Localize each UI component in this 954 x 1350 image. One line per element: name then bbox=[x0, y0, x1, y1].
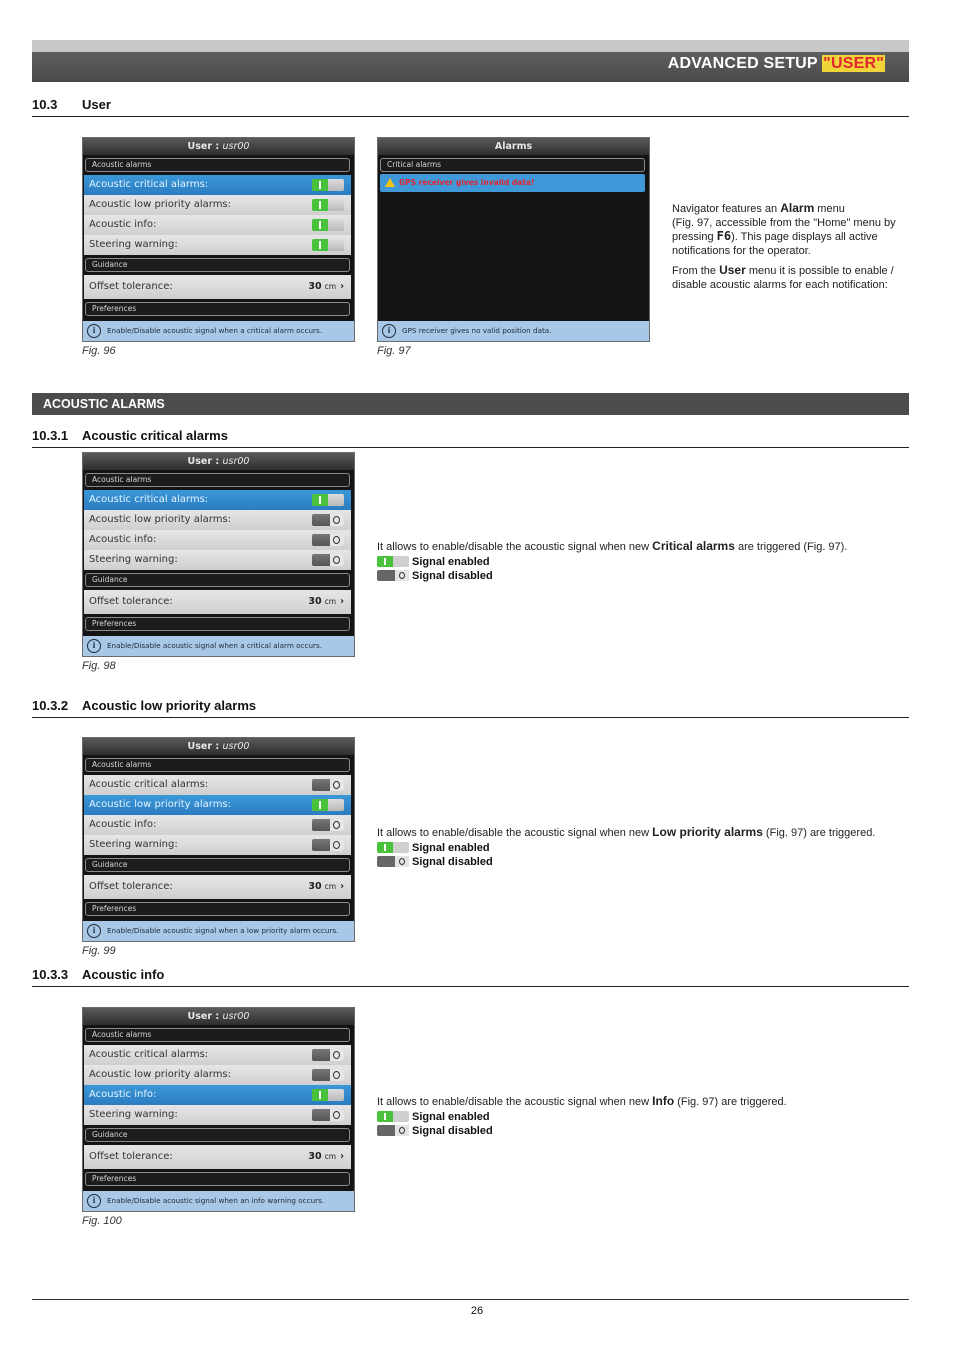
group-preferences: Preferences bbox=[85, 902, 350, 916]
row-acoustic-low-priority[interactable]: Acoustic low priority alarms: bbox=[84, 1065, 351, 1085]
screen-title: User : usr00 bbox=[83, 138, 354, 155]
row-acoustic-critical[interactable]: Acoustic critical alarms: bbox=[84, 175, 351, 195]
toggle-on[interactable] bbox=[312, 494, 344, 506]
chevron-right-icon: › bbox=[340, 881, 344, 892]
row-offset-tolerance[interactable]: Offset tolerance: 30 cm › bbox=[84, 1145, 351, 1169]
group-acoustic-alarms: Acoustic alarms bbox=[85, 158, 350, 172]
section-band: ACOUSTIC ALARMS bbox=[32, 393, 909, 415]
group-guidance: Guidance bbox=[85, 1128, 350, 1142]
intro-paragraph-1: Navigator features an Alarm menu (Fig. 97, accessible from the "Home" menu by pressing F6). This page displays all active notifications for the operator. bbox=[672, 201, 896, 257]
description-text: It allows to enable/disable the acoustic signal when new Low priority alarms (Fig. 97) are triggered. bbox=[377, 825, 876, 839]
info-bar: i GPS receiver gives no valid position data. bbox=[378, 321, 649, 341]
toggle-on[interactable] bbox=[312, 799, 344, 811]
footer-divider bbox=[32, 1299, 909, 1300]
group-guidance: Guidance bbox=[85, 573, 350, 587]
figure-caption: Fig. 98 bbox=[82, 660, 116, 672]
row-acoustic-low-priority[interactable]: Acoustic low priority alarms: bbox=[84, 510, 351, 530]
group-acoustic-alarms: Acoustic alarms bbox=[85, 1028, 350, 1042]
toggle-off[interactable] bbox=[312, 819, 344, 831]
group-acoustic-alarms: Acoustic alarms bbox=[85, 758, 350, 772]
legend-disabled: Signal disabled bbox=[377, 569, 909, 583]
group-preferences: Preferences bbox=[85, 1172, 350, 1186]
screen-title: User : usr00 bbox=[83, 1008, 354, 1025]
info-bar: i Enable/Disable acoustic signal when a low priority alarm occurs. bbox=[83, 921, 354, 941]
page-header-bar bbox=[32, 40, 909, 82]
screen-fig99 bbox=[82, 737, 355, 942]
row-steering-warning[interactable]: Steering warning: bbox=[84, 550, 351, 570]
row-acoustic-low-priority[interactable]: Acoustic low priority alarms: bbox=[84, 195, 351, 215]
toggle-off[interactable] bbox=[312, 534, 344, 546]
screen-fig96 bbox=[82, 137, 355, 342]
toggle-off-icon bbox=[377, 1125, 409, 1136]
group-critical-alarms: Critical alarms bbox=[380, 158, 645, 172]
page-header-title: ADVANCED SETUP "USER" bbox=[667, 55, 884, 72]
toggle-off[interactable] bbox=[312, 1069, 344, 1081]
section-heading-10-3-3: 10.3.3 Acoustic info bbox=[32, 967, 909, 987]
toggle-on-icon bbox=[377, 842, 409, 853]
chevron-right-icon: › bbox=[340, 596, 344, 607]
row-acoustic-info[interactable]: Acoustic info: bbox=[84, 815, 351, 835]
legend-disabled: Signal disabled bbox=[377, 1124, 909, 1138]
toggle-off[interactable] bbox=[312, 1049, 344, 1061]
toggle-on[interactable] bbox=[312, 199, 344, 211]
intro-paragraph-2: From the User menu it is possible to enable / disable acoustic alarms for each notification: bbox=[672, 263, 894, 291]
description-block bbox=[377, 540, 909, 583]
figure-caption: Fig. 100 bbox=[82, 1215, 122, 1227]
toggle-on-icon bbox=[377, 556, 409, 567]
toggle-off[interactable] bbox=[312, 514, 344, 526]
description-block bbox=[377, 1095, 909, 1138]
row-acoustic-critical[interactable]: Acoustic critical alarms: bbox=[84, 490, 351, 510]
section-heading-10-3: 10.3 User bbox=[32, 97, 909, 117]
section-heading-10-3-2: 10.3.2 Acoustic low priority alarms bbox=[32, 698, 909, 718]
toggle-on[interactable] bbox=[312, 179, 344, 191]
toggle-off[interactable] bbox=[312, 1109, 344, 1121]
info-icon: i bbox=[87, 1194, 101, 1208]
screen-fig98 bbox=[82, 452, 355, 657]
row-offset-tolerance[interactable]: Offset tolerance: 30 cm › bbox=[84, 875, 351, 899]
chevron-right-icon: › bbox=[340, 281, 344, 292]
toggle-on[interactable] bbox=[312, 219, 344, 231]
description-text: It allows to enable/disable the acoustic signal when new Info (Fig. 97) are triggered. bbox=[377, 1094, 787, 1108]
info-icon: i bbox=[382, 324, 396, 338]
info-bar: i Enable/Disable acoustic signal when a critical alarm occurs. bbox=[83, 636, 354, 656]
info-icon: i bbox=[87, 639, 101, 653]
row-offset-tolerance[interactable]: Offset tolerance: 30 cm › bbox=[84, 275, 351, 299]
description-text: It allows to enable/disable the acoustic signal when new Critical alarms are triggered (Fig. 97). bbox=[377, 539, 848, 553]
group-preferences: Preferences bbox=[85, 302, 350, 316]
alarm-item[interactable]: GPS receiver gives invalid data! bbox=[380, 174, 645, 192]
legend-enabled: Signal enabled bbox=[377, 841, 909, 855]
row-offset-tolerance[interactable]: Offset tolerance: 30 cm › bbox=[84, 590, 351, 614]
chevron-right-icon: › bbox=[340, 1151, 344, 1162]
row-acoustic-info[interactable]: Acoustic info: bbox=[84, 530, 351, 550]
screen-title: Alarms bbox=[378, 138, 649, 155]
info-icon: i bbox=[87, 924, 101, 938]
group-guidance: Guidance bbox=[85, 858, 350, 872]
row-acoustic-info[interactable]: Acoustic info: bbox=[84, 1085, 351, 1105]
row-steering-warning[interactable]: Steering warning: bbox=[84, 835, 351, 855]
group-acoustic-alarms: Acoustic alarms bbox=[85, 473, 350, 487]
info-icon: i bbox=[87, 324, 101, 338]
row-steering-warning[interactable]: Steering warning: bbox=[84, 235, 351, 255]
group-preferences: Preferences bbox=[85, 617, 350, 631]
description-block bbox=[377, 826, 909, 869]
row-acoustic-low-priority[interactable]: Acoustic low priority alarms: bbox=[84, 795, 351, 815]
row-steering-warning[interactable]: Steering warning: bbox=[84, 1105, 351, 1125]
toggle-on[interactable] bbox=[312, 239, 344, 251]
info-bar: i Enable/Disable acoustic signal when an info warning occurs. bbox=[83, 1191, 354, 1211]
legend-enabled: Signal enabled bbox=[377, 1110, 909, 1124]
toggle-off[interactable] bbox=[312, 779, 344, 791]
figure-caption: Fig. 99 bbox=[82, 945, 116, 957]
section-heading-10-3-1: 10.3.1 Acoustic critical alarms bbox=[32, 428, 909, 448]
toggle-off[interactable] bbox=[312, 554, 344, 566]
figure-caption: Fig. 97 bbox=[377, 345, 411, 357]
screen-title: User : usr00 bbox=[83, 738, 354, 755]
screen-fig100 bbox=[82, 1007, 355, 1212]
warning-icon bbox=[385, 178, 395, 187]
page-number: 26 bbox=[470, 1305, 484, 1317]
row-acoustic-critical[interactable]: Acoustic critical alarms: bbox=[84, 775, 351, 795]
legend-disabled: Signal disabled bbox=[377, 855, 909, 869]
group-guidance: Guidance bbox=[85, 258, 350, 272]
info-bar: i Enable/Disable acoustic signal when a critical alarm occurs. bbox=[83, 321, 354, 341]
screen-fig97 bbox=[377, 137, 650, 342]
toggle-off[interactable] bbox=[312, 839, 344, 851]
toggle-on[interactable] bbox=[312, 1089, 344, 1101]
toggle-on-icon bbox=[377, 1111, 409, 1122]
row-acoustic-critical[interactable]: Acoustic critical alarms: bbox=[84, 1045, 351, 1065]
legend-enabled: Signal enabled bbox=[377, 555, 909, 569]
screen-title: User : usr00 bbox=[83, 453, 354, 470]
figure-caption: Fig. 96 bbox=[82, 345, 116, 357]
toggle-off-icon bbox=[377, 570, 409, 581]
row-acoustic-info[interactable]: Acoustic info: bbox=[84, 215, 351, 235]
toggle-off-icon bbox=[377, 856, 409, 867]
